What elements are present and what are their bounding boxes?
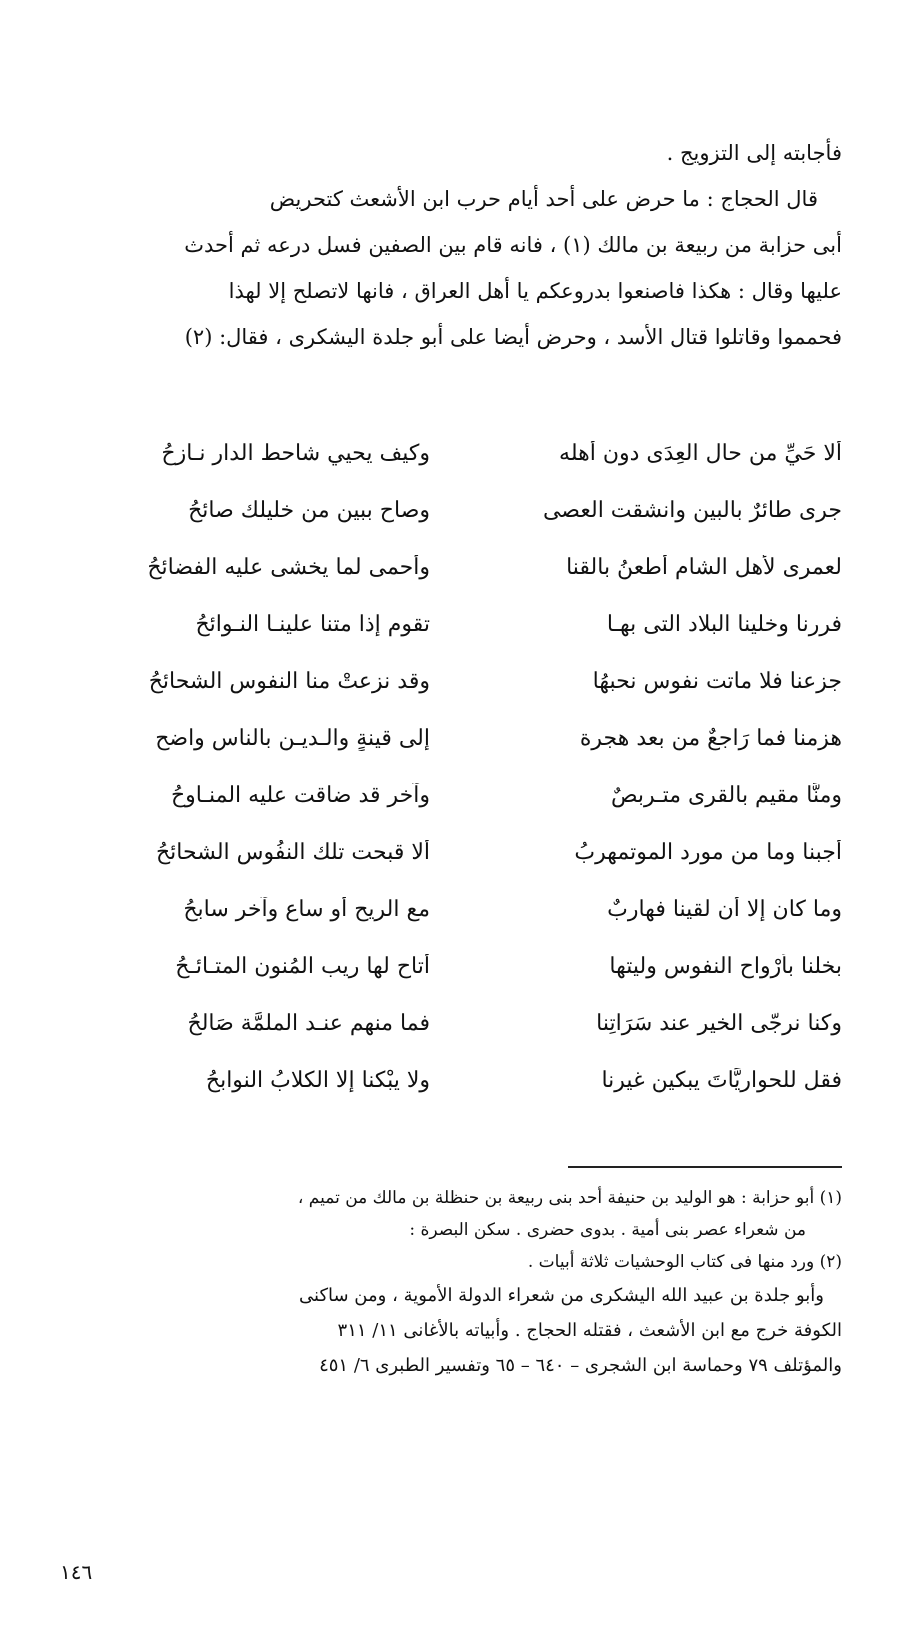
verse-second-hemistich: إلى قينةٍ والـديـن بالناسِ واضح bbox=[155, 726, 430, 751]
verse-first-hemistich: فقل للحواريَّاتَ يبكين غيرنا bbox=[601, 1068, 842, 1093]
footnote-line: والمؤتلف ٧٩ وحماسة ابن الشجرى – ٦٤٠ – ٦٥ وتفسير الطبرى ٦/ ٤٥١ bbox=[319, 1355, 842, 1376]
footnotes bbox=[70, 1182, 842, 1383]
verse-second-hemistich: وكيف يحيي شاحط الدار نـازحُ bbox=[161, 441, 430, 466]
prose-line: عليها وقال : هكذا فاصنعوا بدروعكم يا أهل العراق ، فانها لاتصلح إلا لهذا bbox=[228, 279, 842, 303]
verse bbox=[70, 995, 842, 1052]
verse-second-hemistich: ولا يبْكنا إلا الكلابُ النوابحُ bbox=[205, 1068, 430, 1093]
verse-first-hemistich: فررنا وخلينا البلاد التى بهـا bbox=[606, 612, 842, 637]
verse-second-hemistich: وقد نزعتْ منا النفوس الشحائحُ bbox=[148, 669, 430, 694]
verse bbox=[70, 824, 842, 881]
footnote-line: الكوفة خرج مع ابن الأشعث ، فقتله الحجاج . وأبياته بالأغانى ١١/ ٣١١ bbox=[337, 1320, 842, 1341]
prose-line: أبى حزابة من ربيعة بن مالك (١) ، فانه قام بين الصفين فسل درعه ثم أحدث bbox=[184, 233, 842, 257]
verse-first-hemistich: ومنَّا مقيم بالقرى متـربصٌ bbox=[610, 783, 842, 808]
prose-line: فحمموا وقاتلوا قتال الأسد ، وحرض أيضا على أبو جلدة اليشكرى ، فقال: (٢) bbox=[184, 325, 842, 349]
verse bbox=[70, 425, 842, 482]
verse-first-hemistich: ألا حَيِّ من حال العِدَى دون أهله bbox=[559, 441, 842, 466]
prose-block bbox=[70, 130, 842, 360]
prose-line: قال الحجاج : ما حرض على أحد أيام حرب ابن الأشعث كتحريض bbox=[269, 187, 818, 211]
prose-line: فأجابته إلى التزويج . bbox=[666, 141, 842, 165]
verse-second-hemistich: وآخر قد ضاقت عليه المنـاوحُ bbox=[170, 783, 430, 808]
verse-second-hemistich: ألا قبحت تلك النفُوس الشحائحُ bbox=[155, 840, 430, 865]
verse bbox=[70, 539, 842, 596]
verse bbox=[70, 710, 842, 767]
verse-first-hemistich: وكنا نرجّى الخير عند سَرَاتِنا bbox=[596, 1011, 842, 1036]
page-number: ١٤٦ bbox=[60, 1560, 93, 1584]
verse-second-hemistich: أتاح لها ريب المُنون المتـائـحُ bbox=[175, 954, 430, 979]
verse bbox=[70, 881, 842, 938]
verse-first-hemistich: هزمنا فما رَاجعٌ من بعد هجرة bbox=[579, 726, 842, 751]
footnote-line: (١) أبو حزابة : هو الوليد بن حنيفة أحد بنى ربيعة بن حنظلة بن مالك من تميم ، bbox=[297, 1188, 842, 1208]
verse bbox=[70, 653, 842, 710]
verse bbox=[70, 482, 842, 539]
verse-first-hemistich: لعمرى لأهل الشام أطعنُ بالقنا bbox=[566, 555, 842, 580]
verse bbox=[70, 938, 842, 995]
verse-second-hemistich: تقوم إذا متنا علينـا النـوائحُ bbox=[195, 612, 430, 637]
footnote-divider bbox=[568, 1166, 842, 1168]
verse-second-hemistich: فما منهم عنـد الملمَّة صَالحُ bbox=[187, 1011, 430, 1036]
footnote-line: (٢) ورد منها فى كتاب الوحشيات ثلاثة أبيات . bbox=[527, 1252, 842, 1272]
verse-second-hemistich: وأحمى لما يخشى عليه الفضائحُ bbox=[147, 555, 430, 580]
footnote-line: من شعراء عصر بنى أمية . بدوى حضرى . سكن البصرة : bbox=[409, 1220, 806, 1240]
verse-second-hemistich: وصاح ببين من خليلك صائحُ bbox=[188, 498, 430, 523]
verse bbox=[70, 1052, 842, 1109]
verse-first-hemistich: وما كان إلا أن لقينا فهاربٌ bbox=[607, 897, 842, 922]
verse-first-hemistich: بخلنا بأَرْواح النفوس وليتها bbox=[609, 954, 842, 979]
verse bbox=[70, 767, 842, 824]
verse-first-hemistich: جزعنا فلا ماتت نفوس نحبهُا bbox=[592, 669, 842, 694]
verse-first-hemistich: أجبنا وما من مورد الموتمهربُ bbox=[574, 840, 842, 865]
poem bbox=[70, 425, 842, 1109]
verse-first-hemistich: جرى طائرٌ بالبين وانشقت العصى bbox=[542, 498, 842, 523]
footnote-line: وأبو جلدة بن عبيد الله اليشكرى من شعراء الدولة الأموية ، ومن ساكنى bbox=[299, 1285, 824, 1306]
verse bbox=[70, 596, 842, 653]
verse-second-hemistich: مع الريح أو ساع وآخر سابحُ bbox=[183, 897, 430, 922]
